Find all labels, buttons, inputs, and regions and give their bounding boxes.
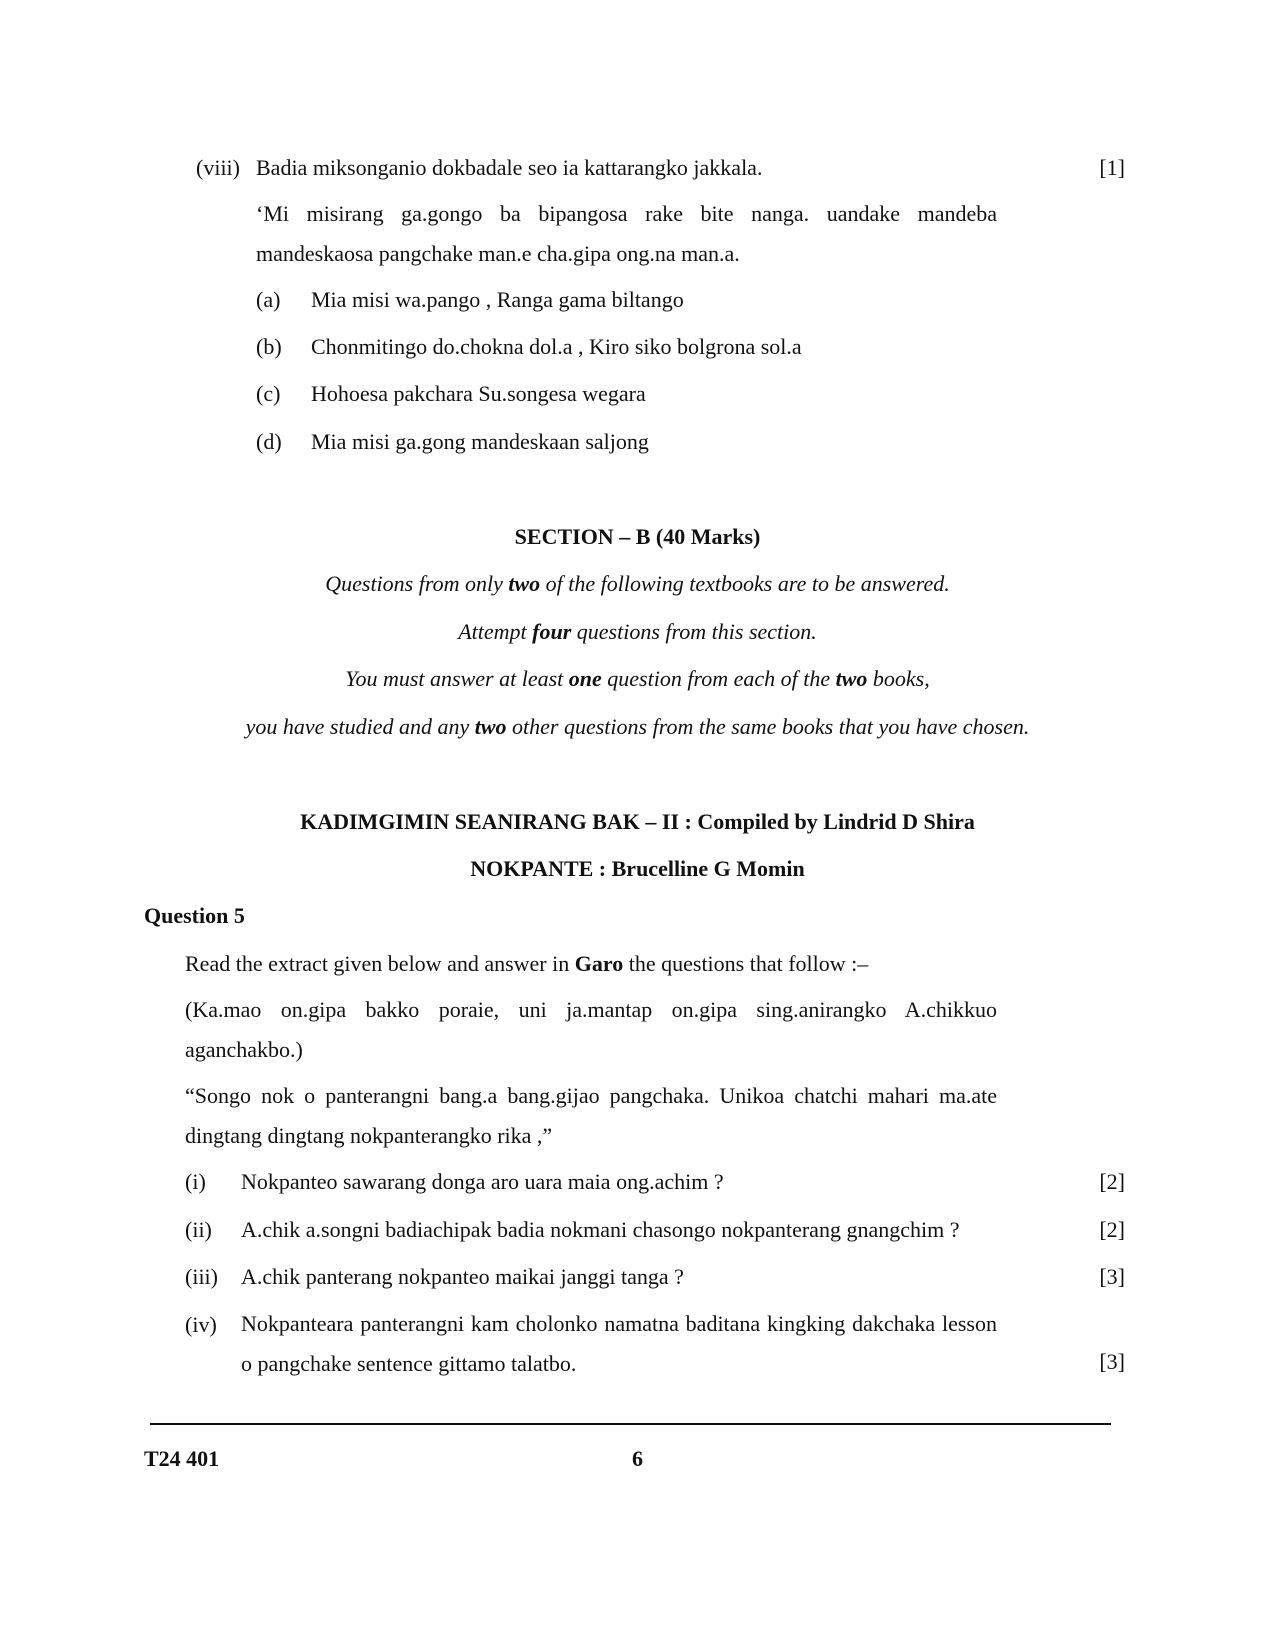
quoted-passage: ‘Mi misirang ga.gongo ba bipangosa rake bite nanga. uandake mandeba mandeskaosa pangchake man.e cha.gipa ong.na man.a. [256, 201, 997, 266]
section-heading: SECTION – B (40 Marks) [514, 524, 761, 549]
extract-context: (Ka.mao on.gipa bakko poraie, uni ja.mantap on.gipa sing.anirangko A.chikkuo aganchakbo.) [185, 997, 997, 1062]
subquestion-text: A.chik a.songni badiachipak badia nokmani chasongo nokpanterang gnangchim ? [241, 1217, 960, 1242]
instruction-emphasis: two [835, 666, 868, 691]
book-title: KADIMGIMIN SEANIRANG BAK – II : Compiled by Lindrid D Shira [300, 809, 975, 834]
option-label: (a) [256, 287, 281, 312]
subquestion-text: Nokpanteo sawarang donga aro uara maia ong.achim ? [241, 1169, 724, 1194]
question-instruction [185, 953, 868, 975]
question-heading: Question 5 [144, 903, 245, 928]
question-number: (viii) [196, 155, 240, 180]
subquestion-label: (iv) [185, 1312, 217, 1337]
instruction-emphasis: one [568, 666, 602, 691]
subquestion-label: (i) [185, 1169, 206, 1194]
instruction-text: You must answer at least [345, 666, 569, 691]
instruction-text: questions from this section. [571, 619, 817, 644]
option-text: Hohoesa pakchara Su.songesa wegara [311, 381, 646, 406]
marks-label: [2] [1099, 1217, 1125, 1242]
instruction-text: Attempt [458, 619, 533, 644]
option-text: Mia misi ga.gong mandeskaan saljong [311, 429, 649, 454]
instruction-emphasis: two [474, 714, 507, 739]
option-label: (c) [256, 381, 281, 406]
option-label: (b) [256, 334, 282, 359]
footer-divider [150, 1423, 1111, 1425]
marks-label: [3] [1099, 1264, 1125, 1289]
instruction-emphasis: four [532, 619, 572, 644]
section-instruction-2 [0, 621, 1275, 643]
extract-passage: “Songo nok o panterangni bang.a bang.gijao pangchaka. Unikoa chatchi mahari ma.ate dingtang dingtang nokpanterangko rika ,” [185, 1083, 997, 1148]
paper-code: T24 401 [144, 1446, 220, 1471]
instruction-emphasis: Garo [574, 951, 624, 976]
subquestion-text: Nokpanteara panterangni kam cholonko namatna baditana kingking dakchaka lesson o pangchake sentence gittamo talatbo. [241, 1311, 997, 1376]
instruction-emphasis: two [508, 571, 541, 596]
instruction-text: the questions that follow :– [623, 951, 869, 976]
marks-label: [2] [1099, 1169, 1125, 1194]
question-text: Badia miksonganio dokbadale seo ia kattarangko jakkala. [256, 155, 763, 180]
instruction-text: books, [867, 666, 930, 691]
option-text: Mia misi wa.pango , Ranga gama biltango [311, 287, 684, 312]
instruction-text: you have studied and any [245, 714, 475, 739]
marks-label: [3] [1099, 1349, 1125, 1374]
instruction-text: Questions from only [325, 571, 509, 596]
option-label: (d) [256, 429, 282, 454]
page-number: 6 [632, 1446, 643, 1471]
subquestion-text: A.chik panterang nokpanteo maikai janggi tanga ? [241, 1264, 684, 1289]
section-instruction-3 [0, 668, 1275, 690]
instruction-text: of the following textbooks are to be answered. [540, 571, 950, 596]
subquestion-label: (iii) [185, 1264, 218, 1289]
option-text: Chonmitingo do.chokna dol.a , Kiro siko bolgrona sol.a [311, 334, 802, 359]
subquestion-label: (ii) [185, 1217, 212, 1242]
instruction-text: other questions from the same books that you have chosen. [506, 714, 1030, 739]
instruction-text: Read the extract given below and answer in [185, 951, 575, 976]
marks-label: [1] [1099, 155, 1125, 180]
section-instruction-1 [0, 573, 1275, 595]
instruction-text: question from each of the [601, 666, 836, 691]
section-instruction-4 [0, 716, 1275, 738]
chapter-title: NOKPANTE : Brucelline G Momin [470, 856, 805, 881]
